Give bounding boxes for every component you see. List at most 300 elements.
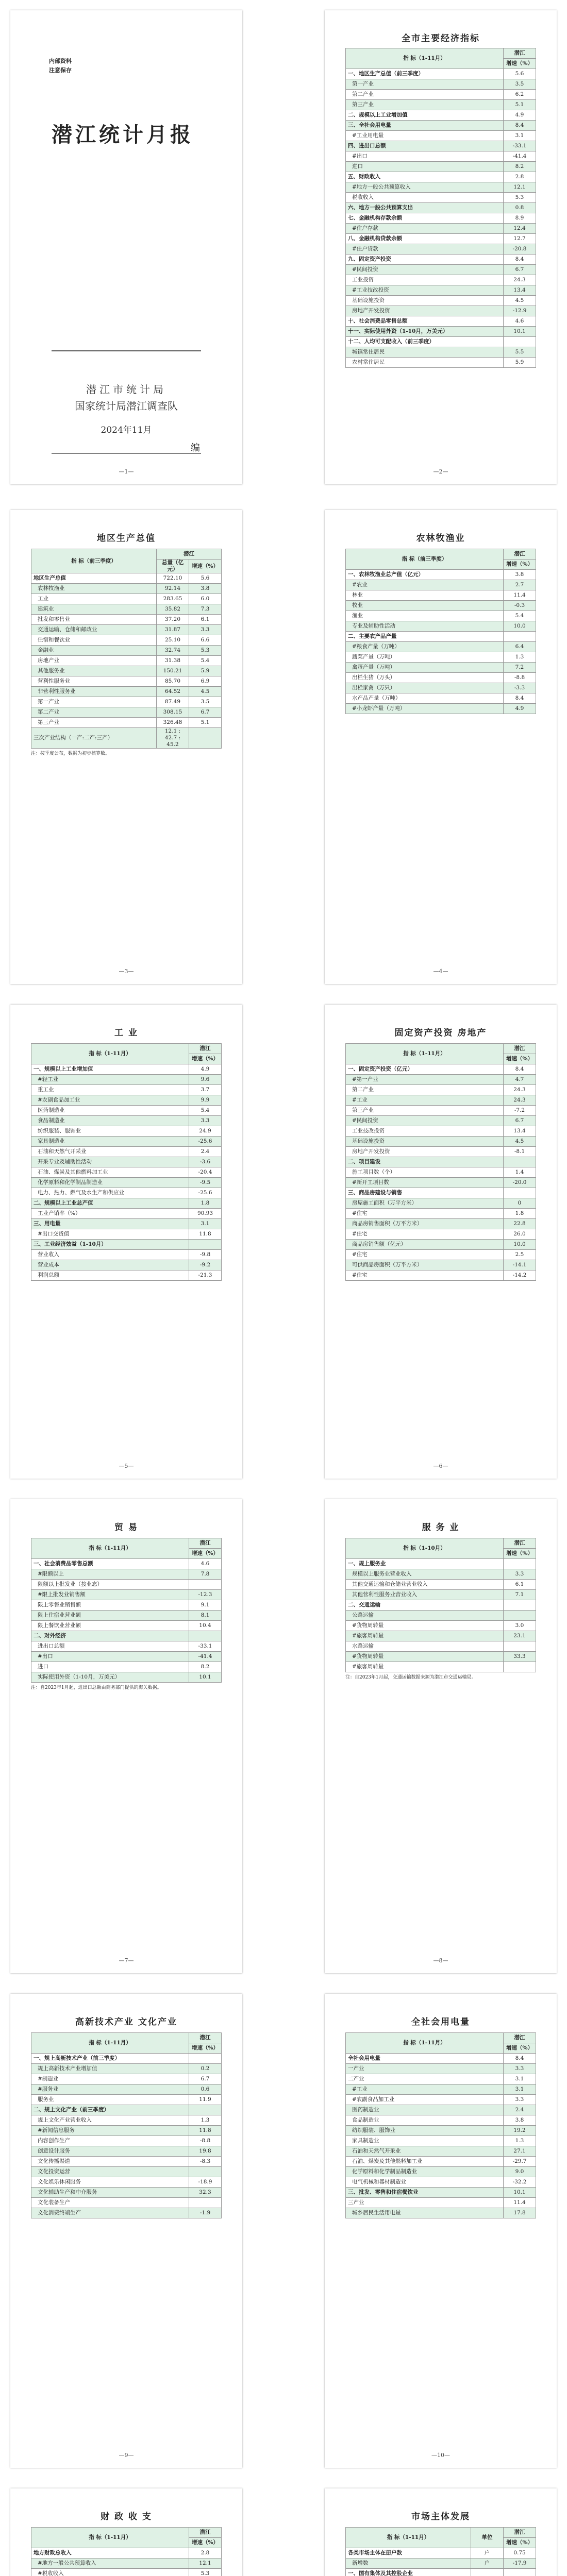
- row-label: 十、社会消费品零售总额: [346, 316, 504, 327]
- growth-value: -14.2: [504, 1270, 536, 1281]
- growth-value: 3.1: [504, 2084, 536, 2095]
- growth-value: 5.6: [504, 69, 536, 79]
- page-title: 固定资产投资 房地产: [394, 1028, 487, 1038]
- table-row: [346, 1641, 536, 1652]
- table-row: [346, 652, 536, 663]
- table-row: [346, 1167, 536, 1178]
- growth-value: -21.3: [189, 1270, 222, 1281]
- growth-value: -9.8: [189, 1250, 222, 1260]
- growth-value: -1.9: [189, 2208, 222, 2218]
- growth-value: [504, 1641, 536, 1652]
- table-row: [31, 1137, 222, 1147]
- page-main-indicators: [325, 10, 557, 484]
- table-row: [346, 162, 536, 172]
- table-row: [346, 2095, 536, 2105]
- growth-value: 6.7: [504, 1116, 536, 1126]
- row-label: 营业收入: [31, 1250, 189, 1260]
- tag-line-1: 内部资料: [49, 58, 72, 64]
- row-label: 建筑业: [31, 604, 157, 615]
- table-row: [346, 1569, 536, 1580]
- table-row: [346, 580, 536, 590]
- growth-value: [504, 337, 536, 347]
- table-row: [31, 1095, 222, 1106]
- growth-value: 3.1: [504, 131, 536, 141]
- row-label: #住户贷款: [346, 244, 504, 255]
- table-row: [31, 2177, 222, 2188]
- table-row: [346, 1260, 536, 1270]
- growth-value: -8.8: [504, 673, 536, 683]
- table-row: [346, 121, 536, 131]
- growth-value: [189, 1580, 222, 1590]
- table-row: [31, 1611, 222, 1621]
- table-row: [31, 718, 222, 728]
- row-label: 工业: [31, 594, 157, 604]
- row-label: 房地产业: [31, 656, 157, 666]
- growth-value: 5.9: [189, 666, 222, 676]
- row-label: 全社会用电量: [346, 2054, 504, 2064]
- row-label: 限额以上批发业（按业态）: [31, 1580, 189, 1590]
- growth-value: 3.7: [189, 1085, 222, 1095]
- growth-value: 3.5: [504, 79, 536, 90]
- table-row: [31, 1672, 222, 1683]
- growth-value: -12.3: [189, 1590, 222, 1600]
- row-label: 石油和天然气开采业: [346, 2146, 504, 2157]
- value-cell: 722.10: [157, 573, 189, 584]
- fixed-assets-table: [345, 1043, 536, 1281]
- growth-value: 8.4: [504, 255, 536, 265]
- row-label: #工业: [346, 1095, 504, 1106]
- row-label: 地区生产总值: [31, 573, 157, 584]
- row-label: 一、规上服务业: [346, 1559, 504, 1569]
- value-cell: 12.1 : 42.7 : 45.2: [157, 728, 189, 749]
- value-cell: 37.20: [157, 615, 189, 625]
- table-row: [31, 2208, 222, 2218]
- table-row: [346, 1621, 536, 1631]
- growth-value: -8.8: [189, 2136, 222, 2146]
- row-label: 医药制造业: [346, 2105, 504, 2115]
- row-label: #地方一般公共预算收入: [31, 2558, 189, 2569]
- col-growth: 增速（%）: [189, 2538, 222, 2548]
- growth-value: 3.3: [504, 1569, 536, 1580]
- table-row: [346, 1270, 536, 1281]
- table-row: [346, 2146, 536, 2157]
- row-label: 工业产销率（%）: [31, 1209, 189, 1219]
- growth-value: 13.4: [504, 285, 536, 296]
- growth-value: 32.3: [189, 2188, 222, 2198]
- table-row: [346, 1188, 536, 1198]
- table-row: [346, 621, 536, 632]
- row-label: #轻工业: [31, 1075, 189, 1085]
- electricity-table: [345, 2032, 536, 2218]
- table-row: [31, 573, 222, 584]
- growth-value: 8.4: [504, 693, 536, 704]
- col-indicator: 指 标（1-11月）: [31, 1538, 189, 1559]
- row-label: 渔业: [346, 611, 504, 621]
- table-row: [346, 2074, 536, 2084]
- gdp-table: [31, 549, 222, 749]
- growth-value: [504, 1662, 536, 1672]
- growth-value: 3.0: [504, 1621, 536, 1631]
- row-label: 九、固定资产投资: [346, 255, 504, 265]
- value-cell: [471, 2569, 504, 2576]
- growth-value: 3.1: [189, 1219, 222, 1229]
- row-label: #旅客周转量: [346, 1662, 504, 1672]
- row-label: 二产业: [346, 2074, 504, 2084]
- growth-value: 90.93: [189, 1209, 222, 1219]
- growth-value: 1.3: [504, 652, 536, 663]
- row-label: #第一产业: [346, 1075, 504, 1085]
- row-label: 城镇常住居民: [346, 347, 504, 358]
- row-label: #出口: [346, 151, 504, 162]
- table-row: [31, 1600, 222, 1611]
- row-label: 其他服务业: [31, 666, 157, 676]
- row-label: 第二产业: [346, 90, 504, 100]
- table-row: [346, 693, 536, 704]
- row-label: #住宅: [346, 1209, 504, 1219]
- row-label: #货物周转量: [346, 1652, 504, 1662]
- table-row: [31, 676, 222, 687]
- table-row: [346, 673, 536, 683]
- growth-value: 10.4: [189, 1621, 222, 1631]
- table-row: [346, 172, 536, 182]
- growth-value: 24.3: [504, 275, 536, 285]
- row-label: 第一产业: [31, 697, 157, 707]
- growth-value: -17.9: [504, 2558, 536, 2569]
- value-cell: 31.87: [157, 625, 189, 635]
- agriculture-table: [345, 549, 536, 714]
- table-row: [346, 296, 536, 306]
- growth-value: 0.2: [189, 2064, 222, 2074]
- col-region: 潜江: [189, 1538, 222, 1549]
- row-label: 三、全社会用电量: [346, 121, 504, 131]
- table-row: [31, 2064, 222, 2074]
- page-trade: [10, 1499, 242, 1973]
- growth-value: -41.4: [189, 1652, 222, 1662]
- growth-value: 5.3: [189, 646, 222, 656]
- growth-value: 5.4: [189, 1106, 222, 1116]
- row-label: 一、农林牧渔业总产值（亿元）: [346, 570, 504, 580]
- growth-value: -18.9: [189, 2177, 222, 2188]
- growth-value: 3.3: [189, 625, 222, 635]
- page-electricity: [325, 1994, 557, 2468]
- table-row: [31, 646, 222, 656]
- row-label: 规上文化产业营业收入: [31, 2115, 189, 2126]
- growth-value: 3.8: [189, 584, 222, 594]
- row-label: 纺织服装、服饰业: [346, 2126, 504, 2136]
- table-row: [346, 2177, 536, 2188]
- growth-value: 1.8: [189, 1198, 222, 1209]
- growth-value: 6.7: [504, 265, 536, 275]
- table-row: [31, 1075, 222, 1085]
- table-row: [31, 1260, 222, 1270]
- table-row: [346, 2105, 536, 2115]
- table-row: [31, 1106, 222, 1116]
- growth-value: 12.4: [504, 224, 536, 234]
- col-indicator: 指 标（1-11月）: [31, 1044, 189, 1064]
- growth-value: [504, 1559, 536, 1569]
- value-cell: 64.52: [157, 687, 189, 697]
- table-row: [31, 2157, 222, 2167]
- growth-value: 1.3: [189, 2115, 222, 2126]
- growth-value: [189, 2105, 222, 2115]
- row-label: 进口: [346, 162, 504, 172]
- cover-title: 潜江统计月报: [52, 123, 194, 147]
- growth-value: 2.8: [189, 2548, 222, 2558]
- growth-value: 9.0: [504, 2167, 536, 2177]
- growth-value: -25.6: [189, 1137, 222, 1147]
- tag-line-2: 注意保存: [49, 67, 72, 74]
- row-label: 家具制造业: [346, 2136, 504, 2146]
- growth-value: 5.1: [504, 100, 536, 110]
- row-label: 石油、煤炭及其他燃料加工业: [346, 2157, 504, 2167]
- table-row: [31, 1652, 222, 1662]
- row-label: 林业: [346, 590, 504, 601]
- row-label: 公路运输: [346, 1611, 504, 1621]
- growth-value: 11.8: [189, 2126, 222, 2136]
- table-row: [346, 1064, 536, 1075]
- row-label: 八、金融机构贷款余额: [346, 234, 504, 244]
- table-row: [346, 1652, 536, 1662]
- row-label: 规上高新技术产业增加值: [31, 2064, 189, 2074]
- row-label: #住宅: [346, 1270, 504, 1281]
- row-label: 限上餐饮业营业额: [31, 1621, 189, 1631]
- table-row: [346, 1590, 536, 1600]
- growth-value: 8.2: [504, 162, 536, 172]
- col-growth: 增速（%）: [189, 1054, 222, 1064]
- table-note: 注：按季度公布，数据为初步核算数。: [31, 751, 110, 756]
- growth-value: -29.7: [504, 2157, 536, 2167]
- table-row: [31, 1126, 222, 1137]
- row-label: 基础设施投资: [346, 296, 504, 306]
- row-label: 利润总额: [31, 1270, 189, 1281]
- row-label: 基础设施投资: [346, 1137, 504, 1147]
- table-row: [31, 2074, 222, 2084]
- row-label: 五、财政收入: [346, 172, 504, 182]
- growth-value: 2.5: [504, 1250, 536, 1260]
- table-row: [31, 1580, 222, 1590]
- table-row: [346, 2569, 536, 2576]
- growth-value: 8.1: [189, 1611, 222, 1621]
- growth-value: 3.3: [189, 1116, 222, 1126]
- table-row: [31, 1188, 222, 1198]
- hightech-culture-table: [31, 2032, 222, 2218]
- growth-value: 9.9: [189, 1095, 222, 1106]
- table-row: [346, 110, 536, 121]
- row-label: 一、国有集体及其控股企业: [346, 2569, 471, 2576]
- table-row: [346, 590, 536, 601]
- row-label: #农副食品加工业: [31, 1095, 189, 1106]
- page-fiscal: [10, 2488, 242, 2576]
- growth-value: [189, 2198, 222, 2208]
- table-row: [346, 193, 536, 203]
- growth-value: 10.1: [504, 327, 536, 337]
- page-number: —1—: [119, 468, 134, 475]
- growth-value: 8.4: [504, 121, 536, 131]
- row-label: 禽蛋产量（万吨）: [346, 663, 504, 673]
- row-label: #民间投资: [346, 265, 504, 275]
- value-cell: 87.49: [157, 697, 189, 707]
- cover-date: 2024年11月: [101, 425, 152, 435]
- table-row: [346, 1095, 536, 1106]
- table-row: [31, 2569, 222, 2576]
- growth-value: 11.4: [504, 2198, 536, 2208]
- table-row: [31, 728, 222, 749]
- row-label: 二、主要农产品产量: [346, 632, 504, 642]
- col-indicator: 指 标（1-11月）: [346, 1044, 504, 1064]
- growth-value: 5.3: [504, 193, 536, 203]
- row-label: #民间投资: [346, 1116, 504, 1126]
- growth-value: 6.1: [504, 1580, 536, 1590]
- row-label: 工业技改投资: [346, 1126, 504, 1137]
- col-region: 潜江: [504, 1538, 536, 1549]
- table-row: [31, 1147, 222, 1157]
- table-row: [31, 1167, 222, 1178]
- growth-value: 9.1: [189, 1600, 222, 1611]
- growth-value: 12.7: [504, 234, 536, 244]
- growth-value: 11.4: [504, 590, 536, 601]
- table-row: [346, 90, 536, 100]
- row-label: #农副食品加工业: [346, 2095, 504, 2105]
- table-row: [31, 1590, 222, 1600]
- table-row: [31, 584, 222, 594]
- table-row: [31, 1559, 222, 1569]
- table-row: [346, 1219, 536, 1229]
- row-label: 化学原料和化学制品制造业: [31, 1178, 189, 1188]
- table-row: [346, 234, 536, 244]
- growth-value: 2.4: [504, 2105, 536, 2115]
- row-label: #工业用电量: [346, 131, 504, 141]
- table-row: [346, 2198, 536, 2208]
- row-label: #工业技改投资: [346, 285, 504, 296]
- table-row: [346, 1085, 536, 1095]
- growth-value: 6.4: [504, 642, 536, 652]
- growth-value: -33.1: [189, 1641, 222, 1652]
- row-label: #货物周转量: [346, 1621, 504, 1631]
- growth-value: 0.8: [504, 203, 536, 213]
- row-label: #旅客周转量: [346, 1631, 504, 1641]
- growth-value: 3.8: [504, 570, 536, 580]
- growth-value: 1.3: [504, 2136, 536, 2146]
- growth-value: 4.6: [189, 1559, 222, 1569]
- table-row: [346, 1240, 536, 1250]
- growth-value: 5.1: [189, 718, 222, 728]
- col-region: 潜江: [189, 1044, 222, 1054]
- row-label: 可供商品房面积（万平方米）: [346, 1260, 504, 1270]
- growth-value: 2.7: [504, 580, 536, 590]
- page-title: 工 业: [114, 1028, 138, 1038]
- row-label: 家具制造业: [31, 1137, 189, 1147]
- table-row: [31, 2115, 222, 2126]
- page-title: 全市主要经济指标: [402, 33, 480, 44]
- growth-value: 6.0: [189, 594, 222, 604]
- col-indicator: 指 标（前三季度）: [31, 549, 157, 573]
- growth-value: -0.3: [504, 601, 536, 611]
- row-label: 电力、热力、燃气及水生产和供应业: [31, 1188, 189, 1198]
- growth-value: 5.4: [189, 656, 222, 666]
- table-row: [31, 687, 222, 697]
- row-label: 食品制造业: [31, 1116, 189, 1126]
- page-number: —8—: [433, 1957, 448, 1964]
- table-row: [346, 2136, 536, 2146]
- table-row: [31, 2095, 222, 2105]
- col-region: 潜江: [157, 549, 222, 560]
- row-label: #税收收入: [31, 2569, 189, 2576]
- table-row: [31, 1641, 222, 1652]
- row-label: 规模以上服务业营业收入: [346, 1569, 504, 1580]
- row-label: 二、对外经济: [31, 1631, 189, 1641]
- col-indicator: 指 标（前三季度）: [346, 549, 504, 570]
- table-row: [346, 244, 536, 255]
- col-growth: 增速（%）: [189, 2043, 222, 2054]
- row-label: 三次产业结构（一产:二产:三产）: [31, 728, 157, 749]
- services-table: [345, 1538, 536, 1672]
- growth-value: 11.9: [189, 2095, 222, 2105]
- table-note: 注：自2023年1月起，进出口总额由商务部门提供的海关数据。: [31, 1685, 162, 1690]
- table-row: [346, 69, 536, 79]
- value-cell: 32.74: [157, 646, 189, 656]
- row-label: #限上批发业销售额: [31, 1590, 189, 1600]
- table-row: [346, 1580, 536, 1590]
- cover-divider-bottom: [52, 453, 201, 454]
- table-row: [346, 1611, 536, 1621]
- table-row: [31, 666, 222, 676]
- table-note: 注：自2023年1月起，交通运输数据来源为潜江市交通运输局。: [345, 1675, 476, 1680]
- table-row: [346, 1229, 536, 1240]
- row-label: 农林牧渔业: [31, 584, 157, 594]
- row-label: 一、社会消费品零售总额: [31, 1559, 189, 1569]
- row-label: #新闻信息服务: [31, 2126, 189, 2136]
- table-row: [346, 100, 536, 110]
- row-label: 水路运输: [346, 1641, 504, 1652]
- row-label: 文化消费终端生产: [31, 2208, 189, 2218]
- row-label: 各类市场主体在册户数: [346, 2548, 471, 2558]
- row-label: 电气机械和器材制造业: [346, 2177, 504, 2188]
- row-label: 服务业: [31, 2095, 189, 2105]
- page-market-entities: [325, 2488, 557, 2576]
- page-title: 农林牧渔业: [416, 533, 465, 544]
- page-number: —10—: [431, 2452, 450, 2459]
- row-label: 第一产业: [346, 79, 504, 90]
- page-number: —2—: [433, 468, 448, 475]
- row-label: #工业: [346, 2084, 504, 2095]
- row-label: 三产业: [346, 2198, 504, 2208]
- growth-value: -7.2: [504, 1106, 536, 1116]
- page-title: 全社会用电量: [411, 2017, 470, 2027]
- table-row: [31, 1209, 222, 1219]
- row-label: #小龙虾产量（万吨）: [346, 704, 504, 714]
- table-row: [346, 683, 536, 693]
- row-label: 其他营利性服务业营业收入: [346, 1590, 504, 1600]
- row-label: 房屋施工面积（万平方米）: [346, 1198, 504, 1209]
- page-number: —5—: [119, 1463, 134, 1469]
- growth-value: 0.75: [504, 2548, 536, 2558]
- growth-value: [504, 632, 536, 642]
- growth-value: [504, 1157, 536, 1167]
- page-number: —6—: [433, 1463, 448, 1469]
- table-row: [31, 1250, 222, 1260]
- growth-value: 3.3: [504, 2095, 536, 2105]
- col-indicator: 指 标（1-11月）: [346, 48, 504, 69]
- table-row: [346, 570, 536, 580]
- growth-value: 0.6: [189, 2084, 222, 2095]
- table-row: [31, 1064, 222, 1075]
- value-cell: 31.38: [157, 656, 189, 666]
- row-label: 工业投资: [346, 275, 504, 285]
- row-label: 住宿和餐饮业: [31, 635, 157, 646]
- row-label: 房地产开发投资: [346, 1147, 504, 1157]
- table-row: [346, 663, 536, 673]
- growth-value: 22.8: [504, 1219, 536, 1229]
